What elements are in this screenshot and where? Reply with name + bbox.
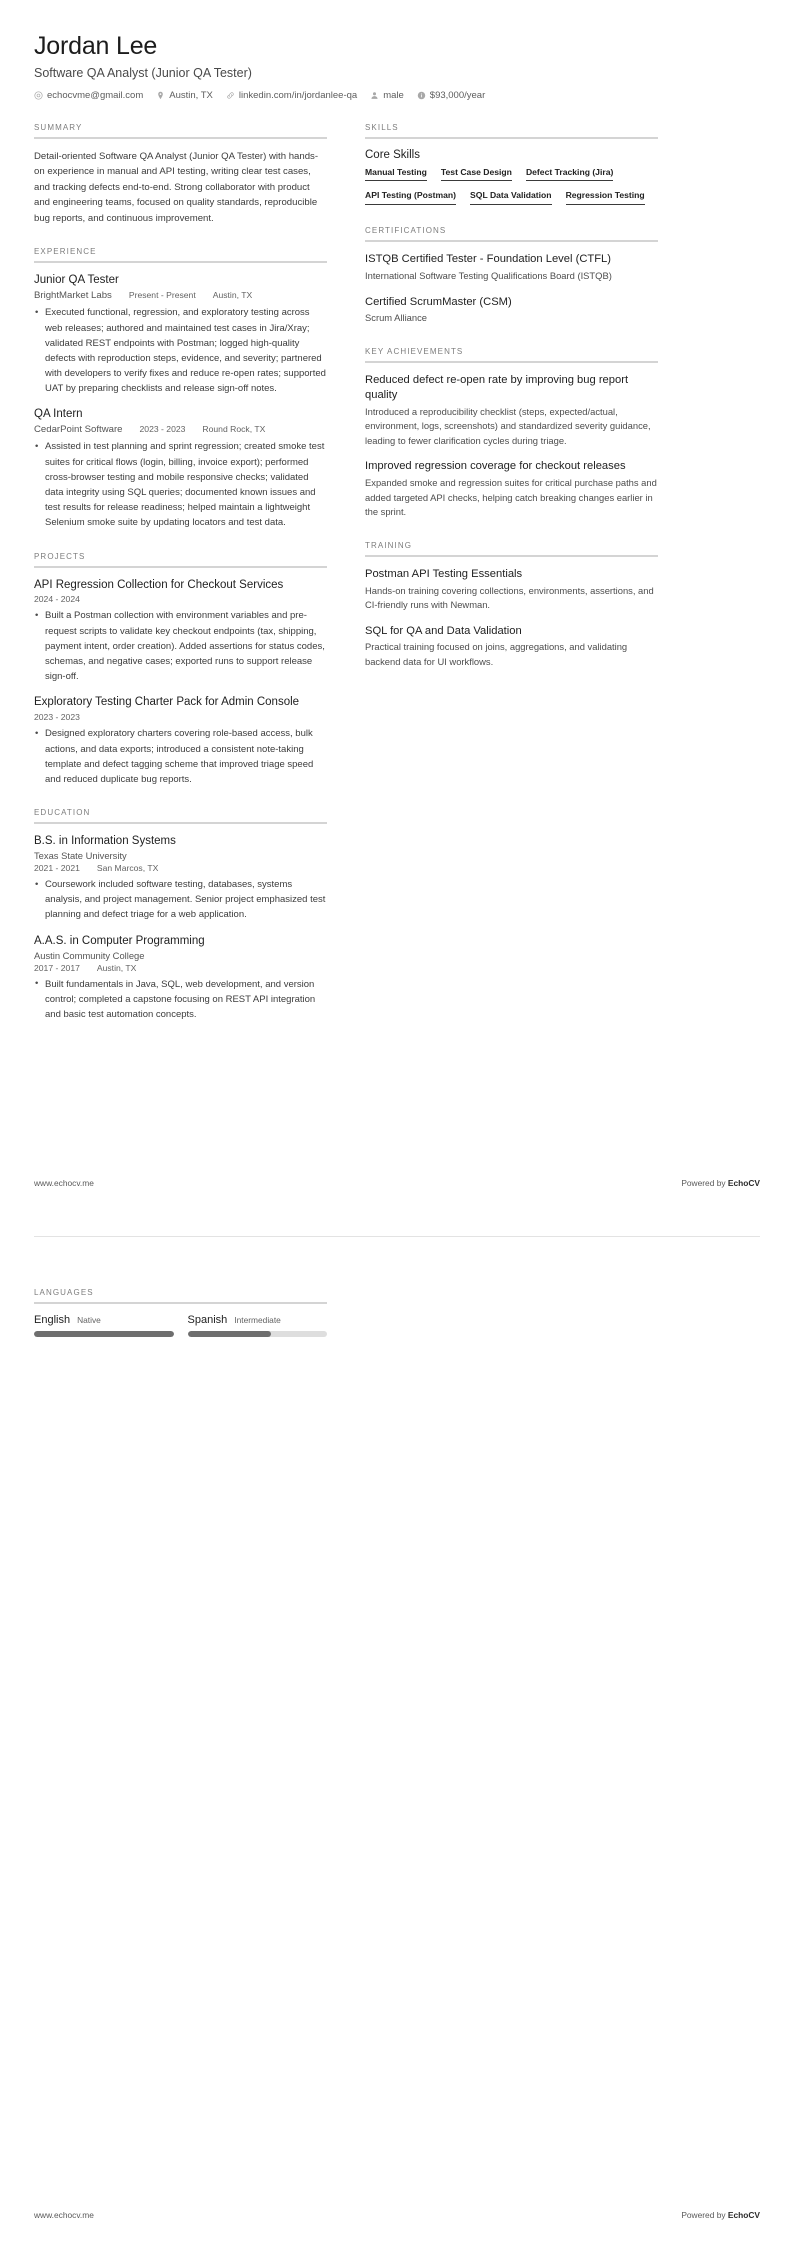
language-progress-fill: [34, 1331, 174, 1337]
section-title-projects: PROJECTS: [34, 551, 86, 561]
language-progress-bar: [34, 1331, 174, 1337]
achievement-name: Improved regression coverage for checkout releases: [365, 460, 626, 473]
language-name: English: [34, 1314, 71, 1326]
education-meta: [34, 963, 327, 973]
experience-role: Junior QA Tester: [34, 274, 119, 287]
training-item: [365, 624, 658, 670]
right-column: [365, 123, 658, 691]
section-title-skills: SKILLS: [365, 122, 399, 132]
training-item: [365, 567, 658, 613]
experience-company: BrightMarket Labs: [34, 290, 112, 302]
language-progress-fill: [188, 1331, 272, 1337]
language-item: [188, 1314, 328, 1337]
project-bullets: [34, 726, 327, 787]
contact-location-text: Austin, TX: [169, 89, 213, 101]
section-certifications: [365, 226, 658, 326]
skill-chip: Regression Testing: [566, 190, 645, 205]
page-footer-bottom: [0, 2210, 794, 2220]
project-item: [34, 695, 327, 787]
training-description: Practical training focused on joins, aggregations, and validating backend data for UI workflows.: [365, 641, 628, 668]
certification-issuer: International Software Testing Qualifications Board (ISTQB): [365, 270, 612, 281]
language-progress-bar: [188, 1331, 328, 1337]
contact-row: [34, 90, 760, 101]
section-rule: [365, 137, 658, 139]
skill-chip: Test Case Design: [441, 167, 512, 182]
skill-chip: API Testing (Postman): [365, 190, 456, 205]
project-bullets: [34, 608, 327, 684]
project-name: Exploratory Testing Charter Pack for Admin Console: [34, 696, 300, 709]
experience-item: [34, 273, 327, 396]
summary-text: Detail-oriented Software QA Analyst (Junior QA Tester) with hands-on experience in manual and API testing, writing clear test cases, and tracking defects end-to-end. Strong collaborator with product and engineering teams, focused on quality standards, reproducible bug reports, and continuous improvement.: [34, 150, 319, 224]
education-dates: 2017 - 2017: [34, 962, 80, 973]
skill-chip: Defect Tracking (Jira): [526, 167, 613, 182]
training-description: Hands-on training covering collections, environments, assertions, and CI-friendly runs with Newman.: [365, 584, 654, 611]
language-item: [34, 1314, 174, 1337]
section-rule: [34, 1302, 327, 1304]
project-dates: 2023 - 2023: [34, 712, 80, 723]
section-training: [365, 541, 658, 670]
footer-brand: [681, 2210, 760, 2220]
skill-chip-list: [365, 167, 658, 205]
project-meta: [34, 712, 327, 722]
project-name: API Regression Collection for Checkout Services: [34, 578, 284, 591]
section-title-languages: LANGUAGES: [34, 1288, 94, 1297]
resume-header: [34, 32, 760, 101]
list-item: • Assisted in test planning and sprint regression; created smoke test suites for critical flows (login, billing, invoice export); performed cross-browser testing and mobile responsive checks; validated data integrity using SQL queries; documented known issues and test results for release readiness; helped maintain a lightweight Selenium smoke suite by updating locators and test data.: [34, 439, 327, 530]
skill-chip: SQL Data Validation: [470, 190, 552, 205]
section-title-experience: EXPERIENCE: [34, 247, 97, 257]
achievement-description: Expanded smoke and regression suites for critical purchase paths and added targeted API checks, helping catch breaking changes earlier in the sprint.: [365, 477, 657, 518]
contact-location: [156, 90, 213, 101]
training-name: SQL for QA and Data Validation: [365, 624, 522, 637]
person-icon: [370, 91, 379, 100]
left-column: [34, 123, 327, 1043]
project-item: [34, 578, 327, 685]
section-rule: [365, 555, 658, 557]
achievement-item: [365, 459, 658, 520]
contact-gender: [370, 90, 404, 101]
experience-company: CedarPoint Software: [34, 424, 123, 436]
section-title-certifications: CERTIFICATIONS: [365, 226, 447, 236]
achievement-description: Introduced a reproducibility checklist (steps, expected/actual, environment, logs, screenshots) and standardized severity guidance, leading to fewer clarification cycles during triage.: [365, 405, 651, 446]
contact-linkedin-text: linkedin.com/in/jordanlee-qa: [238, 89, 358, 101]
job-headline: Software QA Analyst (Junior QA Tester): [34, 65, 252, 80]
footer-site-url[interactable]: www.echocv.me: [34, 2210, 94, 2220]
education-dates: 2021 - 2021: [34, 863, 80, 874]
education-degree: B.S. in Information Systems: [34, 835, 176, 848]
section-rule: [34, 566, 327, 568]
skill-chip: Manual Testing: [365, 167, 427, 182]
contact-salary: [417, 90, 485, 101]
section-projects: [34, 552, 327, 788]
training-name: Postman API Testing Essentials: [365, 567, 523, 580]
footer-brand: [681, 1178, 760, 1188]
resume-sheet: [0, 0, 794, 1043]
section-rule: [365, 361, 658, 363]
link-icon: [226, 91, 235, 100]
section-education: [34, 808, 327, 1022]
footer-powered-label: Powered by: [681, 2210, 728, 2220]
experience-role: QA Intern: [34, 408, 83, 421]
experience-meta: [34, 290, 327, 301]
certification-item: [365, 252, 658, 283]
experience-location: Austin, TX: [212, 290, 253, 301]
education-meta: [34, 863, 327, 873]
section-title-training: TRAINING: [365, 540, 413, 550]
contact-salary-text: $93,000/year: [429, 89, 486, 101]
language-head: [188, 1314, 328, 1326]
experience-bullets: [34, 305, 327, 396]
contact-linkedin[interactable]: [226, 90, 357, 101]
section-summary: [34, 123, 327, 227]
education-school: Texas State University: [34, 850, 127, 862]
email-icon: [34, 91, 43, 100]
section-rule: [34, 137, 327, 139]
section-title-key-achievements: KEY ACHIEVEMENTS: [365, 346, 464, 356]
language-head: [34, 1314, 174, 1326]
section-title-summary: SUMMARY: [34, 122, 83, 132]
language-level: Native: [77, 1315, 101, 1325]
section-languages: [34, 1288, 327, 1337]
education-item: [34, 834, 327, 923]
education-item: [34, 934, 327, 1023]
section-skills: [365, 123, 658, 205]
experience-bullets: [34, 439, 327, 530]
list-item: • Built a Postman collection with environment variables and pre-request scripts to validate key checkout endpoints (tax, shipping, payment intent, order creation). Added assertions for status codes, schemas, and negative cases; exported runs to support release sign-off.: [34, 608, 327, 684]
certification-name: ISTQB Certified Tester - Foundation Level (CTFL): [365, 253, 612, 266]
info-circle-icon: [417, 91, 426, 100]
list-item: • Built fundamentals in Java, SQL, web development, and version control; completed a capstone focusing on REST API integration and basic test automation concepts.: [34, 977, 327, 1023]
certification-name: Certified ScrumMaster (CSM): [365, 295, 512, 308]
footer-brand-name: EchoCV: [727, 1178, 760, 1188]
footer-powered-label: Powered by: [681, 1178, 728, 1188]
location-pin-icon: [156, 91, 165, 100]
education-bullets: [34, 977, 327, 1023]
language-list: [34, 1314, 327, 1337]
footer-site-url[interactable]: www.echocv.me: [34, 1178, 94, 1188]
section-title-education: EDUCATION: [34, 808, 91, 818]
language-level: Intermediate: [234, 1315, 281, 1325]
experience-meta: [34, 424, 327, 435]
education-degree: A.A.S. in Computer Programming: [34, 934, 205, 947]
experience-item: [34, 407, 327, 530]
section-key-achievements: [365, 347, 658, 520]
contact-email[interactable]: [34, 90, 143, 101]
contact-gender-text: male: [383, 89, 404, 101]
section-rule: [34, 822, 327, 824]
experience-dates: 2023 - 2023: [139, 424, 186, 435]
certification-issuer: Scrum Alliance: [365, 312, 428, 324]
section-experience: [34, 247, 327, 530]
page-title: Jordan Lee: [34, 32, 158, 60]
page-divider: [34, 1236, 760, 1237]
footer-brand-name: EchoCV: [727, 2210, 760, 2220]
education-location: Austin, TX: [96, 962, 137, 973]
experience-dates: Present - Present: [128, 290, 196, 301]
education-bullets: [34, 877, 327, 923]
certification-item: [365, 295, 658, 326]
section-rule: [34, 261, 327, 263]
skill-group-name: Core Skills: [365, 148, 420, 161]
education-location: San Marcos, TX: [96, 863, 159, 874]
resume-columns: [34, 123, 760, 1043]
page-footer-top: [0, 1178, 794, 1188]
language-name: Spanish: [187, 1314, 228, 1326]
achievement-name: Reduced defect re-open rate by improving bug report quality: [365, 373, 629, 401]
list-item: • Designed exploratory charters covering role-based access, bulk actions, and data exports; introduced a consistent note-taking template and defect tagging scheme that improved triage speed and reduced duplicate bug reports.: [34, 726, 327, 787]
education-school: Austin Community College: [34, 949, 145, 961]
list-item: • Coursework included software testing, databases, systems analysis, and project management. Senior project emphasized test planning and defect triage for a web application.: [34, 877, 327, 923]
experience-location: Round Rock, TX: [202, 424, 266, 435]
achievement-item: [365, 373, 658, 448]
contact-email-text: echocvme@gmail.com: [47, 89, 144, 101]
list-item: • Executed functional, regression, and exploratory testing across web releases; authored and maintained test cases in Jira/Xray; validated REST endpoints with Postman; logged high-quality defects with reproduction steps, evidence, and severity; partnered with developers to verify fixes and reduce re-open rates; supported UAT by preparing checklists and release sign-off notes.: [34, 305, 327, 396]
section-rule: [365, 240, 658, 242]
project-meta: [34, 594, 327, 604]
project-dates: 2024 - 2024: [34, 594, 80, 605]
